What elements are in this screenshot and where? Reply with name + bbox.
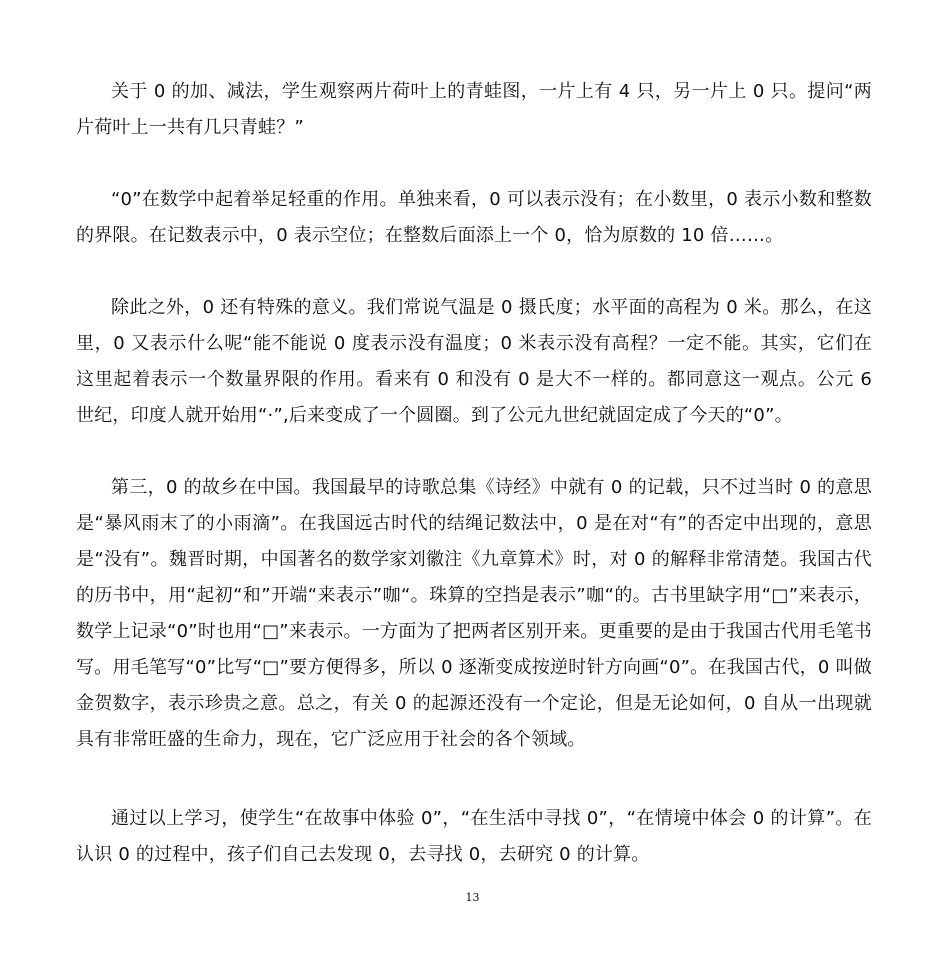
page-number: 13 (465, 891, 480, 904)
paragraph-learning-summary: 通过以上学习，使学生“在故事中体验 0”，“在生活中寻找 0”，“在情境中体会 0 的计算”。在认识 0 的过程中，孩子们自己去发现 0，去寻找 0，去研究 0 的计算。 (76, 808, 872, 865)
paragraph-zero-role: “0”在数学中起着举足轻重的作用。单独来看，0 可以表示没有；在小数里，0 表示小数和整数的界限。在记数表示中，0 表示空位；在整数后面添上一个 0，恰为原数的 10 倍……。 (76, 189, 872, 246)
paragraph-zero-special-meaning: 除此之外，0 还有特殊的意义。我们常说气温是 0 摄氏度；水平面的高程为 0 米。那么，在这里，0 又表示什么呢“能不能说 0 度表示没有温度；0 米表示没有高程？一定不能。其实，它们在这里起着表示一个数量界限的作用。看来有 0 和没有 0 是大不一样的。都同意这一观点。公元 6 世纪，印度人就开始用“·”,后来变成了一个圆圈。到了公元九世纪就固定成了今天的“0”。 (76, 297, 872, 426)
paragraph-frog-question: 关于 0 的加、减法，学生观察两片荷叶上的青蛙图，一片上有 4 只，另一片上 0 只。提问“两片荷叶上一共有几只青蛙？” (76, 81, 872, 138)
paragraph-zero-origin-china: 第三，0 的故乡在中国。我国最早的诗歌总集《诗经》中就有 0 的记载，只不过当时 0 的意思是“暴风雨末了的小雨滴”。在我国远古时代的结绳记数法中，0 是在对“有”的否定中出现的，意思是“没有”。魏晋时期，中国著名的数学家刘徽注《九章算术》时，对 0 的解释非常清楚。我国古代的历书中，用“起初“和”开端“来表示”咖“。珠算的空挡是表示”咖“的。古书里缺字用“□”来表示，数学上记录“0”时也用“□”来表示。一方面为了把两者区别开来。更重要的是由于我国古代用毛笔书写。用毛笔写“0”比写“□”要方便得多，所以 0 逐渐变成按逆时针方向画“0”。在我国古代，0 叫做金贺数字，表示珍贵之意。总之，有关 0 的起源还没有一个定论，但是无论如何，0 自从一出现就具有非常旺盛的生命力，现在，它广泛应用于社会的各个领域。 (76, 477, 872, 750)
